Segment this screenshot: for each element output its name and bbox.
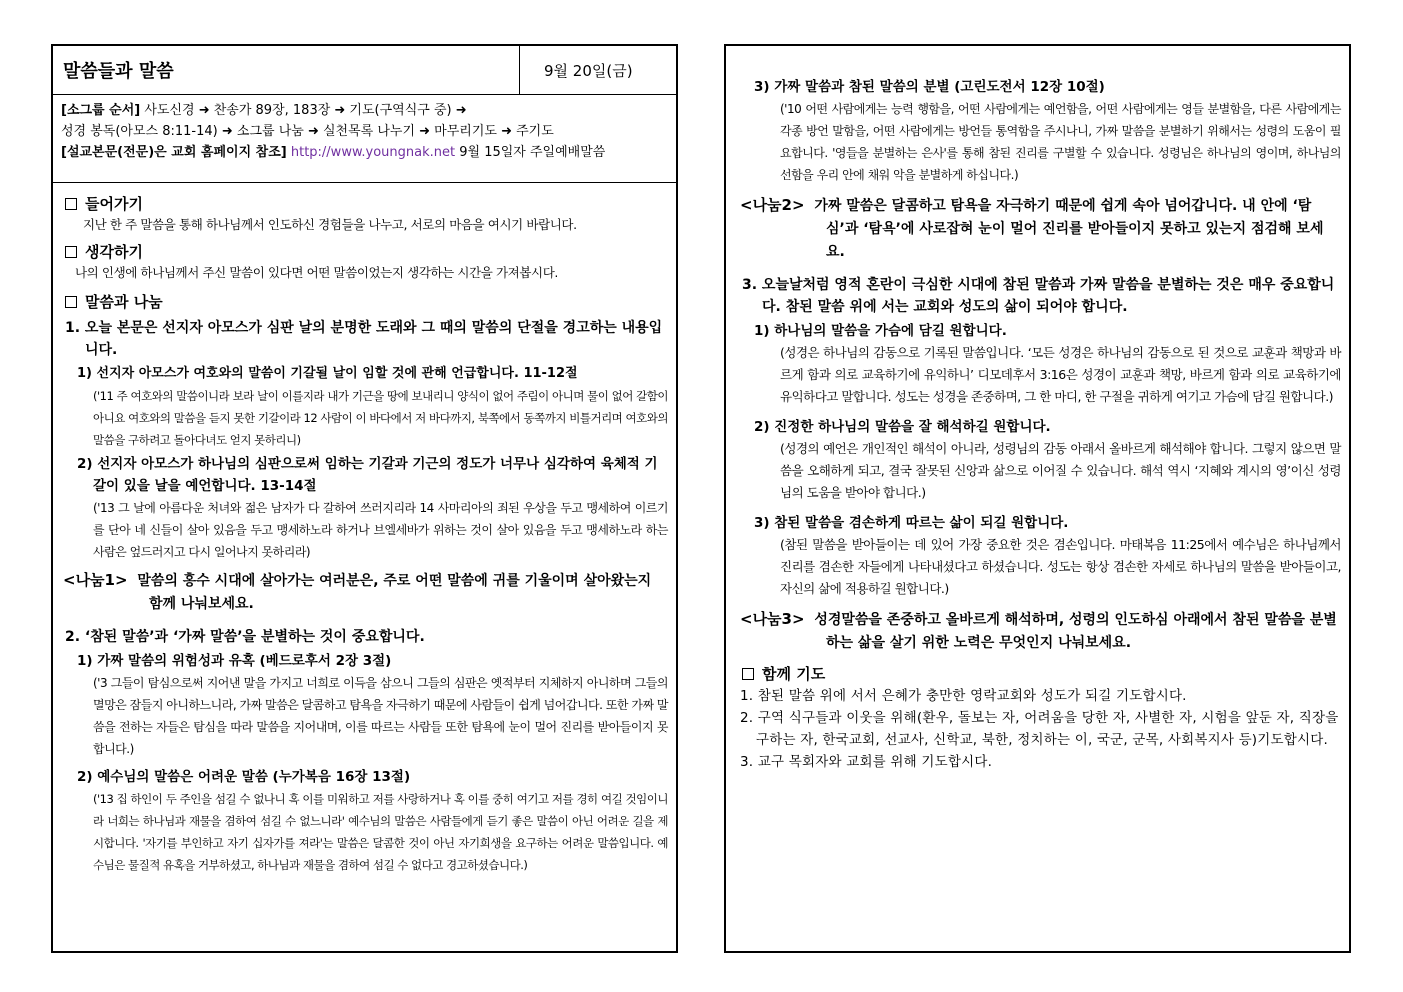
order-label: [소그룹 순서]: [61, 103, 141, 118]
right-page: [724, 44, 1351, 953]
point3-title: 3. 오늘날처럼 영적 혼란이 극심한 시대에 참된 말씀과 가짜 말씀을 분별하는 것은 매우 중요합니다. 참된 말씀 위에 서는 교회와 성도의 삶이 되어야 합니다.: [742, 277, 1335, 315]
point3-sub3-title: 3) 참된 말씀을 겸손하게 따르는 삶이 되길 원합니다.: [754, 515, 1069, 531]
point2-title: 2. ‘참된 말씀’과 ‘가짜 말씀’을 분별하는 것이 중요합니다.: [65, 629, 425, 645]
point1-sub2-quote: ('13 그 날에 아름다운 처녀와 젊은 남자가 다 갈하여 쓰러지리라 14 사마리아의 죄된 우상을 두고 맹세하여 이르기를 단아 네 신들이 살아 있음을 두고 맹세하노라 하거나 브엘세바가 위하는 것이 살아 있음을 두고 맹세하노라 하는 사람은 엎드러지고 다시 일어나지 못하리라): [93, 501, 668, 559]
sermon-tail: 9월 15일자 주일예배말씀: [455, 145, 606, 160]
prayer-item: 1. 참된 말씀 위에 서서 은혜가 충만한 영락교회와 성도가 되길 기도합시다.: [740, 688, 1187, 704]
share2: <나눔2> 가짜 말씀은 달콤하고 탐욕을 자극하기 때문에 쉽게 속아 넘어갑니다. 내 안에 ‘탐심’과 ‘탐욕’에 사로잡혀 눈이 멀어 진리를 받아들이지 못하고 있는지 점검해 보세요.: [740, 196, 1324, 260]
point3-sub2-title: 2) 진정한 하나님의 말씀을 잘 해석하길 원합니다.: [754, 419, 1051, 435]
point3-sub1-quote: (성경은 하나님의 감동으로 기록된 말씀입니다. ‘모든 성경은 하나님의 감동으로 된 것으로 교훈과 책망과 바르게 함과 의로 교육하기에 유익하니’ 디모데후서 3:16은 성경이 교훈과 책망, 바르게 함과 의로 교육하기에 유익하다고 말합니다. 성도는 성경을 존중하며, 그 한 마디, 한 구절을 귀하게 여기고 가슴에 담길 원합니다.): [780, 345, 1341, 404]
prayer-heading: 함께 기도: [740, 663, 1341, 685]
share1: <나눔1> 말씀의 홍수 시대에 살아가는 여러분은, 주로 어떤 말씀에 귀를 기울이며 살아왔는지 함께 나눠보세요.: [63, 571, 652, 612]
homepage-link[interactable]: http://www.youngnak.net: [290, 145, 456, 160]
point3-sub2-quote: (성경의 예언은 개인적인 해석이 아니라, 성령님의 감동 아래서 올바르게 해석해야 합니다. 그렇지 않으면 말씀을 오해하게 되고, 결국 잘못된 신앙과 삶으로 이어질 수 있습니다. 해석 역시 ‘지혜와 계시의 영’이신 성령님의 도움을 받아야 합니다.): [780, 441, 1341, 500]
point2-sub2-quote: ('13 집 하인이 두 주인을 섬길 수 없나니 혹 이를 미워하고 저를 사랑하거나 혹 이를 중히 여기고 저를 경히 여길 것임이니라 너희는 하나님과 재물을 겸하여 섬길 수 없느니라' 예수님의 말씀은 사람들에게 듣기 좋은 말씀이 아닌 어려운 길을 제시합니다. '자기를 부인하고 자기 십자가를 져라'는 말씀은 달콤한 것이 아닌 자기희생을 요구하는 어려운 말씀입니다. 예수님은 물질적 유혹을 거부하셨고, 하나님과 재물을 겸하여 섬길 수 없다고 경고하셨습니다.): [93, 792, 668, 872]
point2-sub1-quote: ('3 그들이 탐심으로써 지어낸 말을 가지고 너희로 이득을 삼으니 그들의 심판은 옛적부터 지체하지 아니하며 그들의 멸망은 잠들지 아니하느니라, 가짜 말씀은 달콤하고 탐욕을 자극하기 때문에 사람들이 쉽게 넘어갑니다. 또한 가짜 말씀을 전하는 자들은 탐심을 따라 말씀을 지어내며, 이를 따르는 사람들 또한 탐욕에 눈이 멀어 진리를 받아들이지 못합니다.): [93, 676, 669, 756]
sermon-label: [설교본문(전문)은 교회 홈페이지 참조]: [61, 145, 287, 160]
intro-heading: 들어가기: [63, 193, 668, 215]
point1-sub1-title: 1) 선지자 아모스가 여호와의 말씀이 기갈될 날이 임할 것에 관해 언급합니다. 11-12절: [77, 366, 578, 381]
page-title: 말씀들과 말씀: [53, 46, 520, 94]
header-row: [53, 46, 676, 95]
point1-sub2-title: 2) 선지자 아모스가 하나님의 심판으로써 임하는 기갈과 기근의 정도가 너무나 심각하여 육체적 기갈이 있을 날을 예언합니다. 13-14절: [77, 456, 658, 494]
order-line1: 사도신경 ➜ 찬송가 89장, 183장 ➜ 기도(구역식구 중) ➜: [140, 103, 467, 118]
intro-text: 지난 한 주 말씀을 통해 하나님께서 인도하신 경험들을 나누고, 서로의 마음을 여시기 바랍니다.: [83, 217, 577, 232]
point2-sub2-title: 2) 예수님의 말씀은 어려운 말씀 (누가복음 16장 13절): [77, 769, 411, 785]
point1-sub1-quote: ('11 주 여호와의 말씀이니라 보라 날이 이를지라 내가 기근을 땅에 보내리니 양식이 없어 주림이 아니며 물이 없어 갈함이 아니요 여호와의 말씀을 듣지 못한 기갈이라 12 사람이 이 바다에서 저 바다까지, 북쪽에서 동쪽까지 비틀거리며 여호와의 말씀을 구하려고 돌아다녀도 얻지 못하리니): [93, 389, 668, 447]
order-box: [53, 95, 676, 183]
think-text: 나의 인생에 하나님께서 주신 말씀이 있다면 어떤 말씀이었는지 생각하는 시간을 가져봅시다.: [75, 265, 558, 280]
checkbox-icon: [742, 668, 754, 680]
point2-sub3-title: 3) 가짜 말씀과 참된 말씀의 분별 (고린도전서 12장 10절): [754, 79, 1105, 95]
right-content: [726, 46, 1349, 773]
checkbox-icon: [65, 246, 77, 258]
point2-sub3-quote: ('10 어떤 사람에게는 능력 행함을, 어떤 사람에게는 예언함을, 어떤 사람에게는 영들 분별함을, 다른 사람에게는 각종 방언 말함을, 어떤 사람에게는 방언들 통역함을 주시나니, 가짜 말씀을 분별하기 위해서는 성령의 도움이 필요합니다. '영들을 분별하는 은사'를 통해 참된 진리를 구별할 수 있습니다. 성령님은 하나님의 영이며, 하나님의 선함을 우리 안에 채워 악을 분별하게 하십니다.): [780, 102, 1341, 182]
point3-sub3-quote: (참된 말씀을 받아들이는 데 있어 가장 중요한 것은 겸손입니다. 마태복음 11:25에서 예수님은 하나님께서 진리를 겸손한 자들에게 나타내셨다고 하셨습니다. 성도는 항상 겸손한 자세로 하나님의 말씀을 받아들이고, 자신의 삶에 적용하길 원합니다.): [780, 537, 1341, 596]
point1-title: 1. 오늘 본문은 선지자 아모스가 심판 날의 분명한 도래와 그 때의 말씀의 단절을 경고하는 내용입니다.: [65, 320, 663, 358]
share3: <나눔3> 성경말씀을 존중하고 올바르게 해석하며, 성령의 인도하심 아래에서 참된 말씀을 분별하는 삶을 살기 위한 노력은 무엇인지 나눠보세요.: [740, 610, 1337, 651]
think-heading: 생각하기: [63, 241, 668, 263]
checkbox-icon: [65, 296, 77, 308]
left-page: [51, 44, 678, 953]
checkbox-icon: [65, 198, 77, 210]
page-date: 9월 20일(금): [544, 62, 633, 80]
order-line2: 성경 봉독(아모스 8:11-14) ➜ 소그룹 나눔 ➜ 실천목록 나누기 ➜ 마무리기도 ➜ 주기도: [61, 124, 554, 139]
point2-sub1-title: 1) 가짜 말씀의 위험성과 유혹 (베드로후서 2장 3절): [77, 653, 392, 669]
share-section-heading: 말씀과 나눔: [63, 291, 668, 313]
prayer-item: 3. 교구 목회자와 교회를 위해 기도합시다.: [740, 754, 993, 770]
left-content: [53, 183, 676, 876]
point3-sub1-title: 1) 하나님의 말씀을 가슴에 담길 원합니다.: [754, 323, 1007, 339]
prayer-item: 2. 구역 식구들과 이웃을 위해(환우, 돌보는 자, 어려움을 당한 자, 사별한 자, 시험을 앞둔 자, 직장을 구하는 자, 한국교회, 선교사, 신학교, 북한, 정치하는 이, 국군, 군목, 사회복지사 등)기도합시다.: [740, 710, 1339, 748]
